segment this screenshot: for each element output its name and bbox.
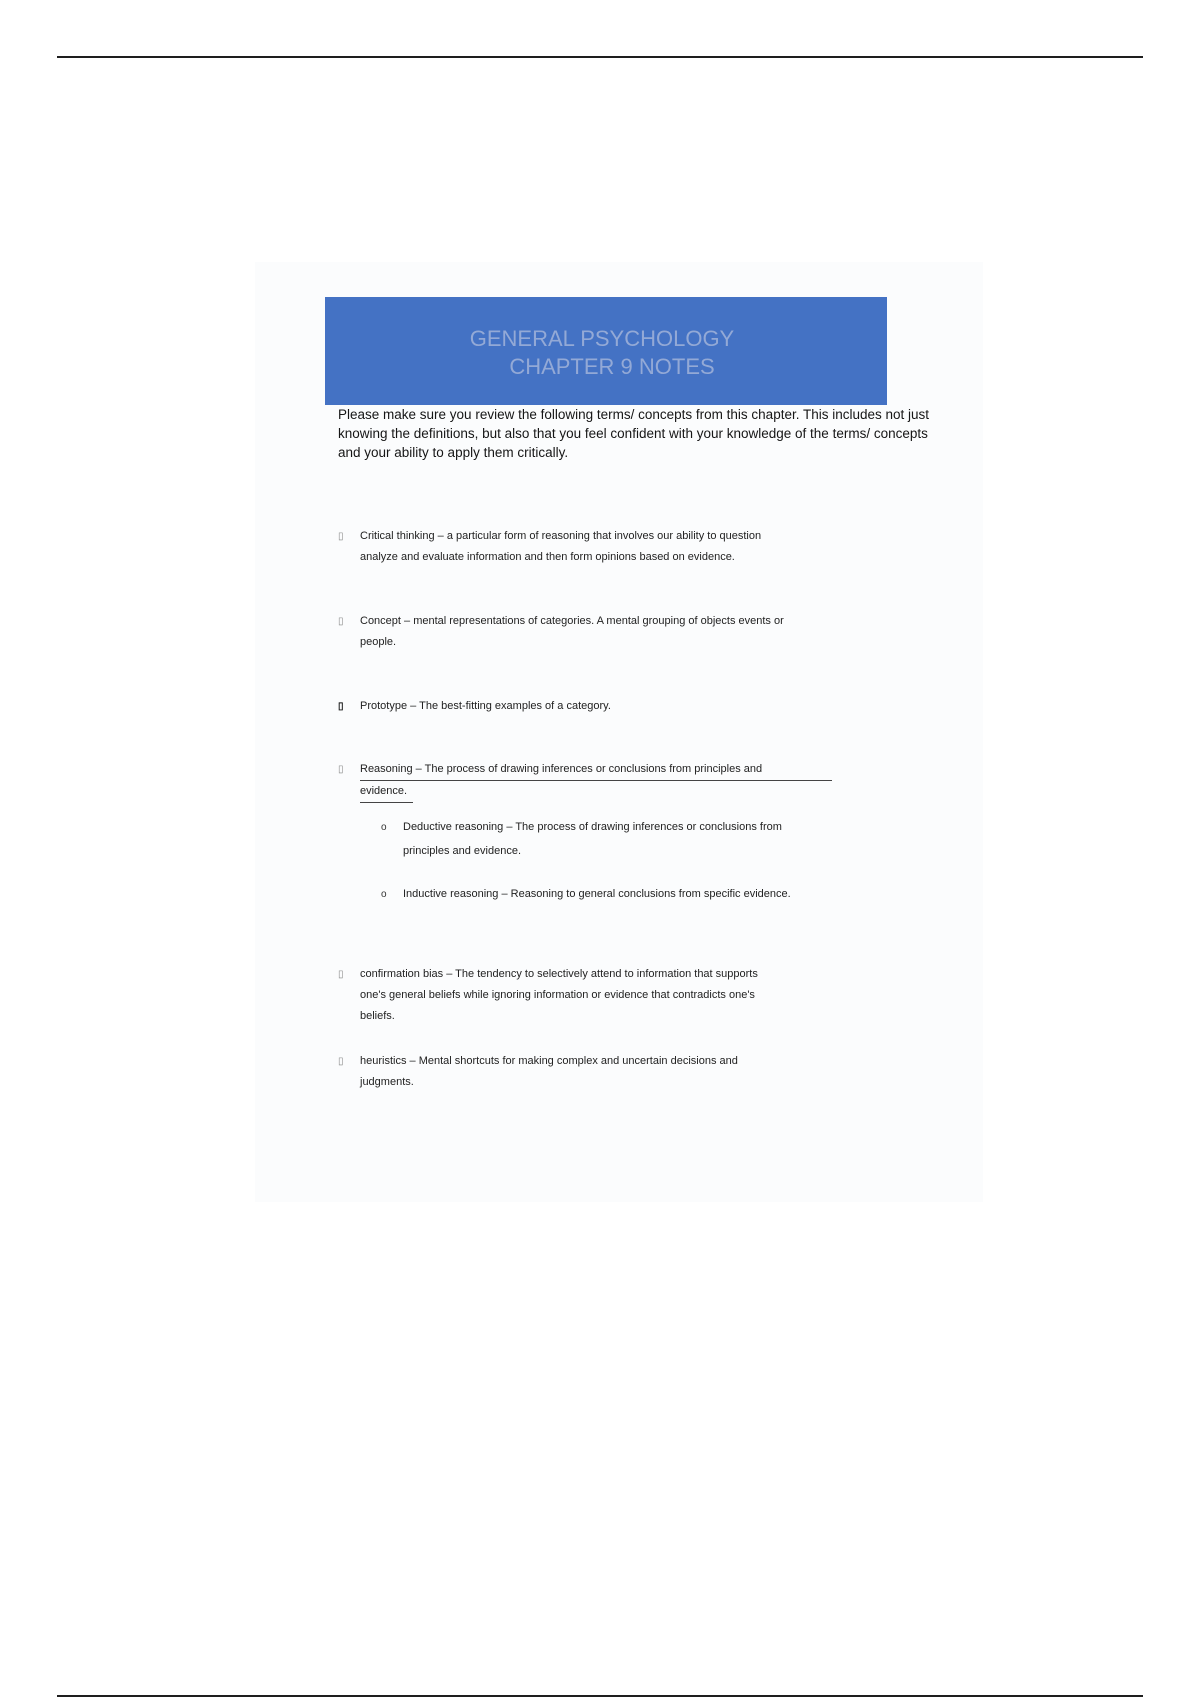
page-title-line2: CHAPTER 9 NOTES <box>509 354 715 379</box>
term-line: Inductive reasoning – Reasoning to general conclusions from specific evidence. <box>403 888 791 900</box>
term-line: people. <box>360 636 397 648</box>
page-title-line1: GENERAL PSYCHOLOGY <box>469 326 735 351</box>
term-line: Prototype – The best-fitting examples of a category. <box>360 700 611 712</box>
term-line: Critical thinking – a particular form of reasoning that involves our ability to question <box>360 530 762 542</box>
bullet-icon: ▯ <box>338 531 344 542</box>
term-line: judgments. <box>360 1076 414 1088</box>
term-line: Concept – mental representations of categories. A mental grouping of objects events or <box>360 615 784 627</box>
bullet-icon: ▯ <box>338 1056 344 1067</box>
term-line: one's general beliefs while ignoring information or evidence that contradicts one's <box>360 989 755 1001</box>
top-rule <box>57 56 1143 58</box>
title-banner <box>325 297 887 405</box>
term-line: confirmation bias – The tendency to selectively attend to information that supports <box>360 968 758 980</box>
term-line: heuristics – Mental shortcuts for making complex and uncertain decisions and <box>360 1055 738 1067</box>
sub-bullet-icon: o <box>381 889 387 900</box>
term-line: beliefs. <box>360 1010 395 1022</box>
bullet-icon: ▯ <box>338 616 344 627</box>
bullet-icon: ▯ <box>338 701 344 712</box>
term-line: principles and evidence. <box>403 845 522 857</box>
intro-paragraph: Please make sure you review the following terms/ concepts from this chapter. This includes not just knowing the definitions, but also that you feel confident with your knowledge of the terms/ concepts and your ability to apply them critically. <box>338 407 930 460</box>
bullet-icon: ▯ <box>338 969 344 980</box>
bottom-rule <box>57 1695 1143 1697</box>
term-line: analyze and evaluate information and then form opinions based on evidence. <box>360 551 735 563</box>
term-line: Deductive reasoning – The process of drawing inferences or conclusions from <box>403 821 782 833</box>
sub-bullet-icon: o <box>381 822 387 833</box>
term-line: Reasoning – The process of drawing inferences or conclusions from principles and <box>360 759 832 781</box>
term-line-text: evidence. <box>360 785 408 797</box>
term-line <box>360 781 413 803</box>
bullet-icon: ▯ <box>338 764 344 775</box>
